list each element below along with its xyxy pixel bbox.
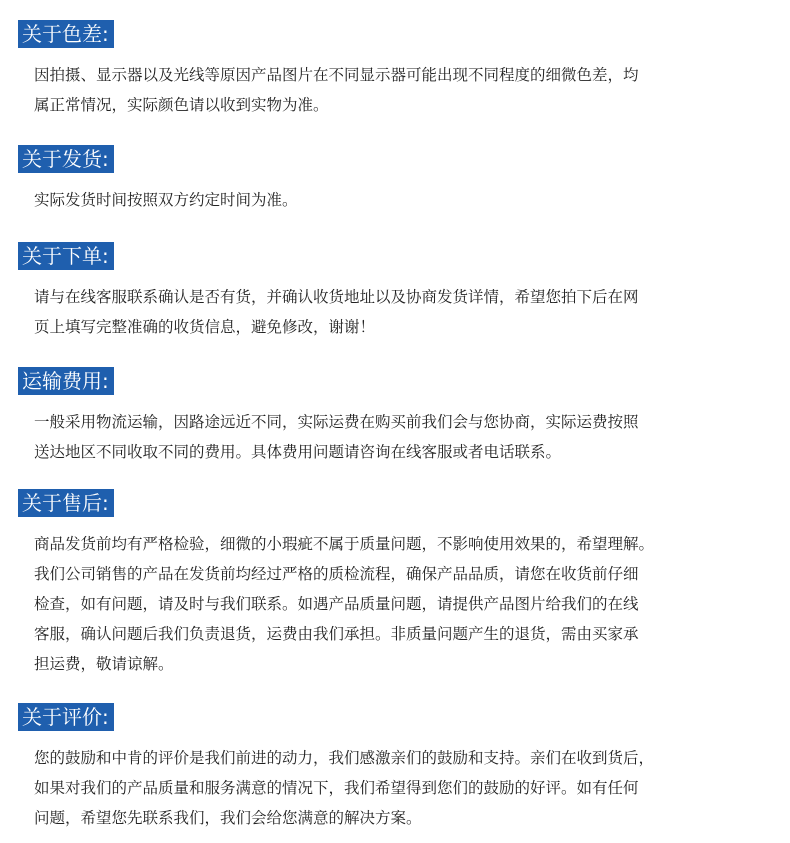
section-body (34, 407, 764, 467)
section-heading: 运输费用: (18, 367, 114, 395)
section-heading: 关于色差: (18, 20, 114, 48)
section-body (34, 185, 764, 215)
body-line: 商品发货前均有严格检验，细微的小瑕疵不属于质量问题，不影响使用效果的，希望理解。 (34, 535, 655, 553)
body-line: 检查，如有问题，请及时与我们联系。如遇产品质量问题，请提供产品图片给我们的在线 (34, 595, 639, 613)
body-line: 您的鼓励和中肯的评价是我们前进的动力，我们感激亲们的鼓励和支持。亲们在收到货后， (34, 749, 655, 767)
body-line: 因拍摄、显示器以及光线等原因产品图片在不同显示器可能出现不同程度的细微色差，均 (34, 66, 639, 84)
body-line: 我们公司销售的产品在发货前均经过严格的质检流程，确保产品品质，请您在收货前仔细 (34, 565, 639, 583)
section-heading: 关于售后: (18, 489, 114, 517)
section-heading: 关于评价: (18, 703, 114, 731)
body-line: 担运费，敬请谅解。 (34, 655, 174, 673)
body-line: 请与在线客服联系确认是否有货，并确认收货地址以及协商发货详情，希望您拍下后在网 (34, 288, 639, 306)
body-line: 如果对我们的产品质量和服务满意的情况下，我们希望得到您们的鼓励的好评。如有任何 (34, 779, 639, 797)
section-body (34, 282, 764, 342)
body-line: 一般采用物流运输，因路途远近不同，实际运费在购买前我们会与您协商，实际运费按照 (34, 413, 639, 431)
body-line: 页上填写完整准确的收货信息，避免修改，谢谢！ (34, 318, 376, 336)
body-line: 问题，希望您先联系我们，我们会给您满意的解决方案。 (34, 809, 422, 827)
section-heading: 关于发货: (18, 145, 114, 173)
section-body (34, 743, 764, 833)
section-heading: 关于下单: (18, 242, 114, 270)
section-body (34, 529, 764, 679)
body-line: 实际发货时间按照双方约定时间为准。 (34, 191, 298, 209)
section-body (34, 60, 764, 120)
body-line: 属正常情况，实际颜色请以收到实物为准。 (34, 96, 329, 114)
body-line: 客服，确认问题后我们负责退货，运费由我们承担。非质量问题产生的退货，需由买家承 (34, 625, 639, 643)
body-line: 送达地区不同收取不同的费用。具体费用问题请咨询在线客服或者电话联系。 (34, 443, 562, 461)
